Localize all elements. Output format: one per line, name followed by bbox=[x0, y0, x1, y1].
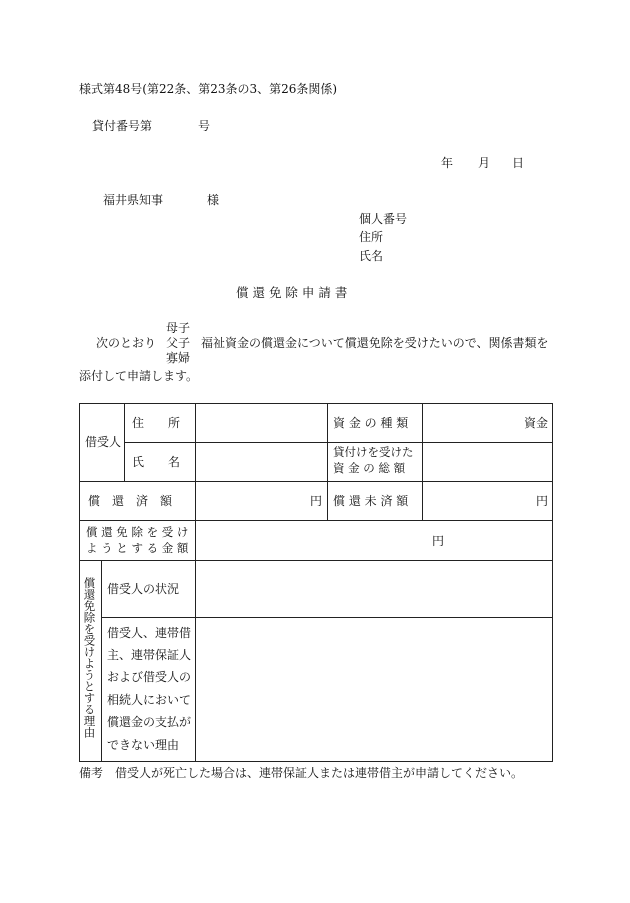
inability-reason-line: および借受人の bbox=[107, 670, 192, 684]
total-loan-label-line2: 資 金 の 総 額 bbox=[333, 461, 406, 475]
date-day: 日 bbox=[512, 156, 525, 170]
reason-vertical-label: 償還免除を受けようとする理由 bbox=[82, 577, 97, 738]
date-month: 月 bbox=[478, 156, 491, 170]
remarks-note: 備考 借受人が死亡した場合は、連帯保証人または連帯借主が申請してください。 bbox=[79, 766, 524, 780]
lead-text: 次のとおり bbox=[96, 336, 157, 350]
addressee: 福井県知事 bbox=[103, 193, 164, 207]
borrower-address-label: 住 所 bbox=[132, 416, 181, 430]
main-text: 福祉資金の償還金について償還免除を受けたいので、関係書類を bbox=[201, 336, 549, 350]
form-number: 様式第48号(第22条、第23条の3、第26条関係) bbox=[79, 82, 338, 96]
loan-number-prefix: 貸付番号第 bbox=[92, 119, 153, 133]
borrower-name-label: 氏 名 bbox=[132, 455, 181, 469]
inability-reason-line: 主、連帯保証人 bbox=[107, 648, 192, 662]
fund-type-boshi: 母子 bbox=[166, 321, 191, 335]
exempt-amount-label-line2: よ う と す る 金 額 bbox=[86, 541, 189, 555]
exempt-amount-label-line1: 償 還 免 除 を 受 け bbox=[86, 525, 189, 539]
repaid-unit: 円 bbox=[310, 494, 323, 508]
borrower-status-label: 借受人の状況 bbox=[107, 582, 180, 596]
repaid-label: 償 還 済 額 bbox=[88, 494, 173, 508]
loan-number-suffix: 号 bbox=[198, 119, 211, 133]
inability-reason-line: できない理由 bbox=[107, 738, 180, 752]
fund-type-fushi: 父子 bbox=[166, 336, 191, 350]
fund-type-kafu: 寡婦 bbox=[166, 351, 191, 365]
exempt-amount-unit: 円 bbox=[432, 534, 445, 548]
total-loan-label-line1: 貸付けを受けた bbox=[333, 445, 414, 459]
inability-reason-line: 相続人において bbox=[107, 693, 192, 707]
address-label: 住所 bbox=[359, 230, 384, 244]
name-label: 氏名 bbox=[359, 249, 384, 263]
fund-kind-label: 資 金 の 種 類 bbox=[333, 416, 409, 430]
inability-reason-line: 借受人、連帯借 bbox=[107, 626, 192, 640]
continuation-text: 添付して申請します。 bbox=[79, 369, 199, 383]
personal-number-label: 個人番号 bbox=[359, 212, 408, 226]
date-year: 年 bbox=[441, 156, 454, 170]
addressee-honorific: 様 bbox=[207, 193, 220, 207]
unrepaid-unit: 円 bbox=[536, 494, 549, 508]
fund-kind-value: 資金 bbox=[524, 416, 549, 430]
borrower-label: 借受人 bbox=[85, 435, 122, 449]
unrepaid-label: 償 還 未 済 額 bbox=[333, 494, 409, 508]
inability-reason-line: 償還金の支払が bbox=[107, 715, 192, 729]
document-title: 償 還 免 除 申 請 書 bbox=[236, 285, 348, 300]
